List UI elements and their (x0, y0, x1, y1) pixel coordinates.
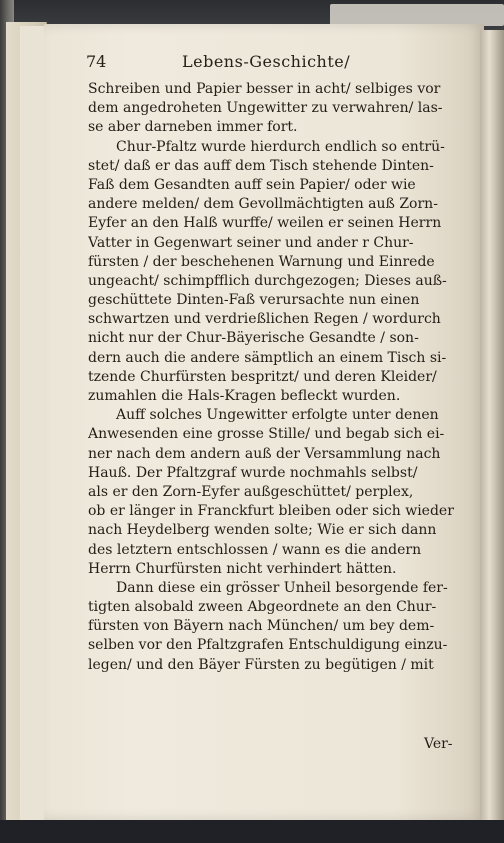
facing-page-edge (480, 30, 504, 820)
text-line: legen/ und den Bäyer Fürsten zu begütigen / mit (88, 656, 434, 673)
text-line: ungeacht/ schimpfflich durchgezogen; Dieses auß- (88, 272, 447, 289)
text-line: Vatter in Gegenwart seiner und ander r Chur- (88, 234, 414, 251)
bottom-background (0, 820, 504, 843)
text-line: Faß dem Gesandten auff sein Papier/ oder wie (88, 176, 416, 193)
page-number: 74 (86, 52, 107, 71)
text-line: zumahlen die Hals-Kragen befleckt wurden. (88, 388, 401, 404)
text-line: fürsten von Bäyern nach München/ um bey dem- (88, 618, 435, 635)
running-head: Lebens-Geschichte/ (182, 52, 351, 71)
text-line: ner nach dem andern auß der Versammlung nach (88, 445, 441, 462)
text-line: Schreiben und Papier besser in acht/ selbiges vor (88, 81, 441, 97)
text-line: Herrn Churfürsten nicht verhindert hätten. (88, 560, 397, 577)
text-line: geschüttete Dinten-Faß verursachte nun einen (88, 292, 420, 309)
text-line: dern auch die andere sämptlich an einem Tisch si- (88, 349, 447, 366)
text-line: tzende Churfürsten bespritzt/ und deren Kleider/ (88, 368, 437, 385)
text-line: andere melden/ dem Gevollmächtigten auß Zorn- (88, 196, 438, 213)
text-line: Chur-Pfaltz wurde hierdurch endlich so entrü- (116, 138, 445, 155)
text-line: dem angedroheten Ungewitter zu verwahren/ las- (88, 100, 443, 117)
adjacent-book-label (330, 4, 504, 26)
catchword: Ver- (424, 736, 453, 752)
text-line: ob er länger in Franckfurt bleiben oder sich wieder (88, 503, 454, 520)
text-line: stet/ daß er das auff dem Tisch stehende Dinten- (88, 157, 434, 174)
text-line: als er den Zorn-Eyfer außgeschüttet/ perplex, (88, 483, 414, 500)
text-line: se aber darneben immer fort. (88, 119, 298, 136)
text-line: tigten alsobald zween Abgeordnete an den Chur- (88, 599, 437, 616)
text-line: Auff solches Ungewitter erfolgte unter denen (116, 407, 439, 424)
page-header (86, 52, 466, 76)
text-line: Anwesenden eine grosse Stille/ und begab sich ei- (88, 426, 445, 443)
text-line: Hauß. Der Pfaltzgraf wurde nochmahls selbst/ (88, 464, 418, 481)
text-line: fürsten / der beschehenen Warnung und Einrede (88, 253, 435, 270)
text-line: des letztern entschlossen / wann es die andern (88, 541, 422, 558)
text-line: schwartzen und verdrießlichen Regen / wordurch (88, 311, 441, 328)
text-line: selben vor den Pfaltzgrafen Entschuldigung einzu- (88, 637, 448, 654)
text-line: nach Heydelberg wenden solte; Wie er sich dann (88, 522, 437, 539)
text-line: nicht nur der Chur-Bäyerische Gesandte / son- (88, 330, 419, 347)
body-text (88, 80, 468, 675)
text-line: Dann diese ein grösser Unheil besorgende fer- (116, 579, 448, 596)
text-line: Eyfer an den Halß wurffe/ weilen er seinen Herrn (88, 215, 442, 232)
